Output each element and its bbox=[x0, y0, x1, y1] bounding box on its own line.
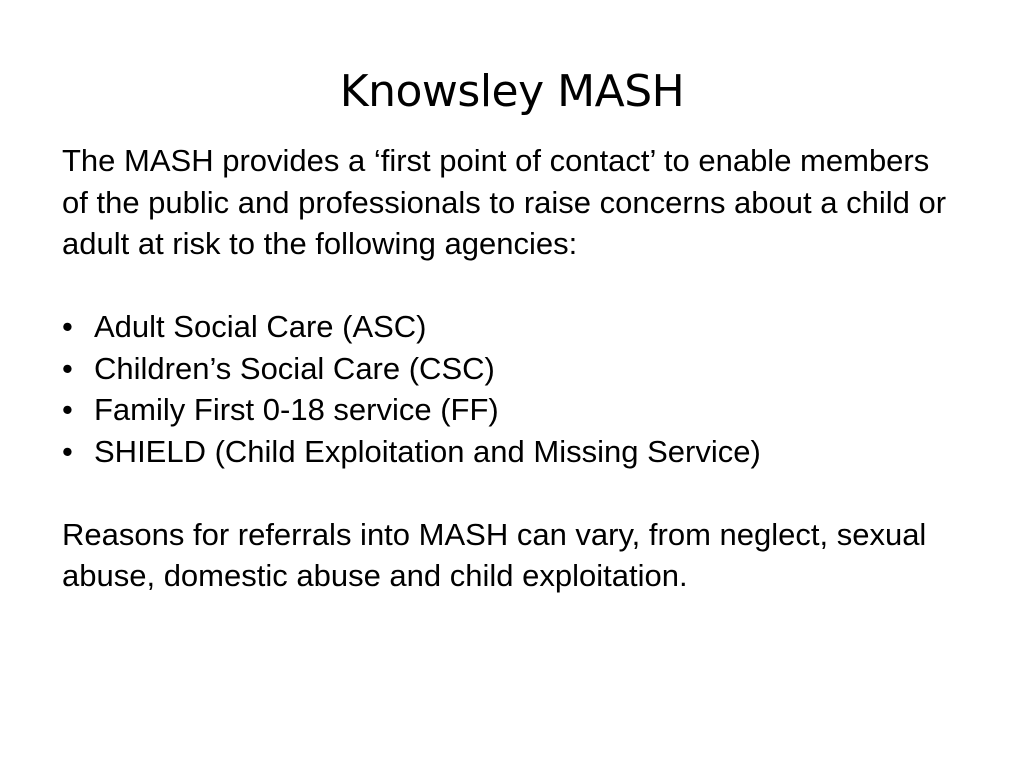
bullet-icon: • bbox=[62, 392, 73, 427]
bullet-icon: • bbox=[62, 309, 73, 344]
agency-label: Family First 0-18 service (FF) bbox=[94, 392, 499, 427]
intro-paragraph: The MASH provides a ‘first point of contact’ to enable members of the public and professionals to raise concerns about a child or adult at risk to the following agencies: bbox=[62, 143, 947, 261]
bullet-icon: • bbox=[62, 350, 73, 386]
closing-paragraph: Reasons for referrals into MASH can vary, from neglect, sexual abuse, domestic abuse and child exploitation. bbox=[62, 516, 927, 593]
slide-title: Knowsley MASH bbox=[339, 66, 685, 117]
list-item bbox=[62, 431, 962, 473]
agency-list bbox=[62, 306, 962, 472]
agency-label: Children’s Social Care (CSC) bbox=[94, 350, 495, 386]
spacer bbox=[62, 265, 962, 307]
list-item bbox=[62, 348, 962, 390]
list-item bbox=[62, 389, 962, 431]
agency-label: SHIELD (Child Exploitation and Missing Service) bbox=[94, 433, 761, 469]
slide-body bbox=[62, 140, 962, 597]
bullet-icon: • bbox=[62, 433, 73, 469]
list-item bbox=[62, 306, 962, 348]
spacer bbox=[62, 472, 962, 514]
agency-label: Adult Social Care (ASC) bbox=[94, 309, 427, 344]
